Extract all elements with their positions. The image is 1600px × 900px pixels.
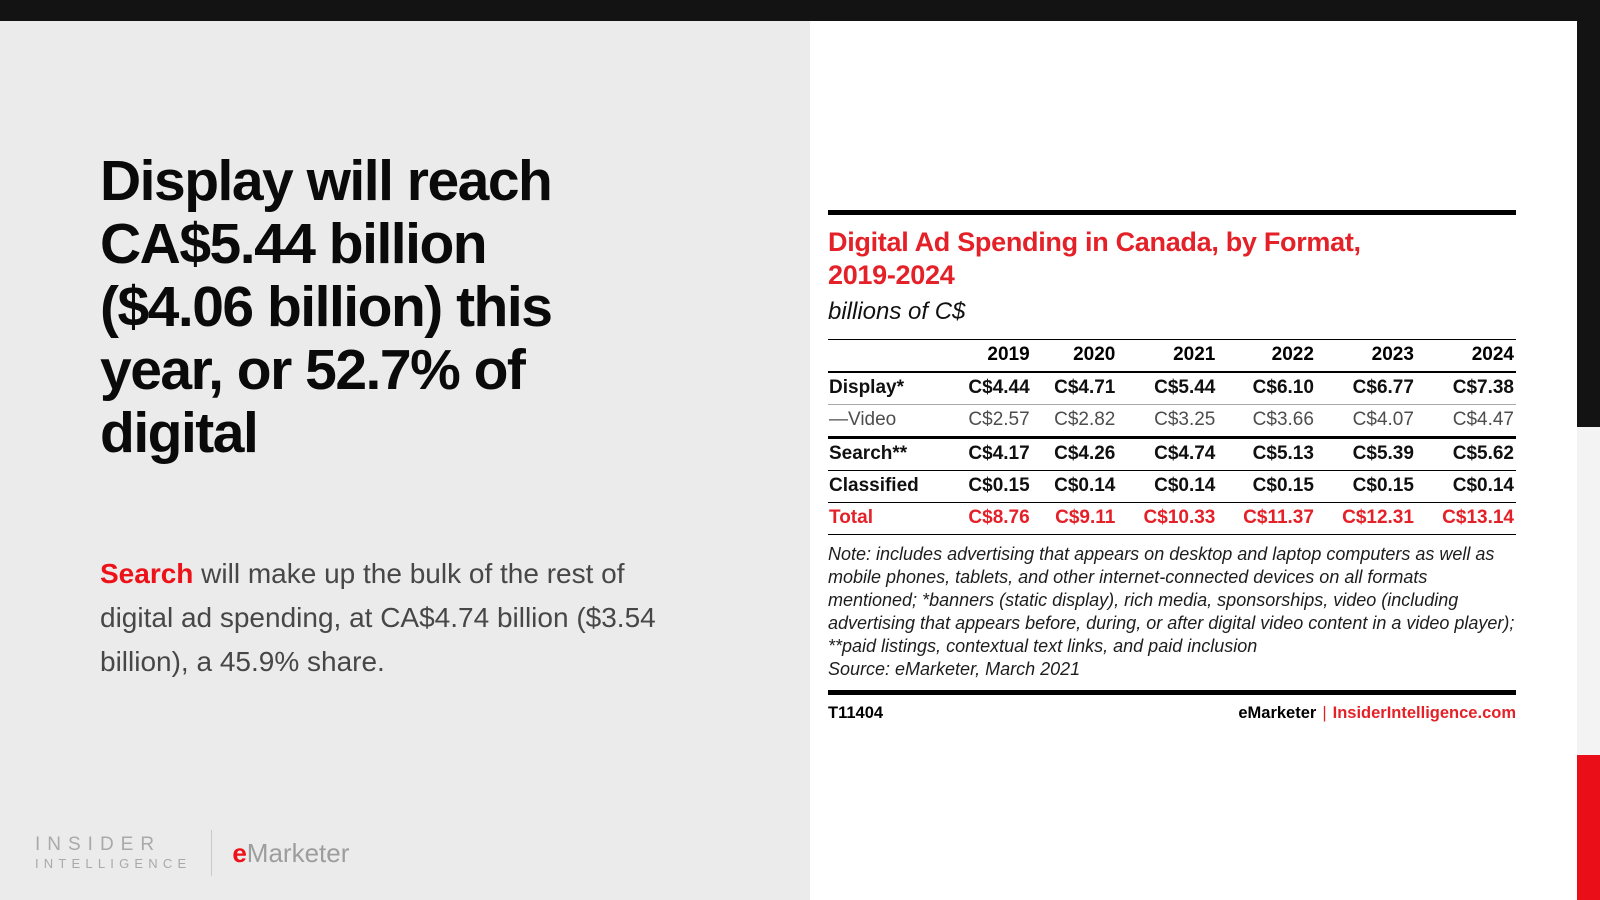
chart-note: Note: includes advertising that appears on desktop and laptop computers as well as mobile phones, tablets, and other internet-connected devices on all formats mentioned; *banners (static display), rich media, sponsorships, video (including advertising that appears before, during, or after digital video content in a video player); **paid listings, contextual text links, and paid inclusion — [828, 544, 1515, 656]
table-cell: C$4.07 — [1316, 405, 1416, 438]
table-header-year: 2021 — [1117, 340, 1217, 373]
headline-line: year, or 52.7% of — [100, 338, 525, 402]
top-bar — [0, 0, 1600, 21]
table-cell: C$0.14 — [1416, 471, 1516, 503]
table-cell: C$3.25 — [1117, 405, 1217, 438]
table-cell: C$8.76 — [946, 503, 1032, 535]
chart-source: Source: eMarketer, March 2021 — [828, 659, 1081, 679]
right-edge-red-strip — [1577, 755, 1600, 900]
emarketer-logo-e: e — [232, 838, 247, 868]
headline-line: CA$5.44 billion — [100, 212, 487, 276]
table-header-year: 2024 — [1416, 340, 1516, 373]
row-label: Display* — [829, 377, 904, 398]
body-line: digital ad spending, at CA$4.74 billion ($3.54 — [100, 602, 656, 633]
table-header-year: 2022 — [1217, 340, 1316, 373]
table-cell: C$4.47 — [1416, 405, 1516, 438]
table-cell: C$11.37 — [1217, 503, 1316, 535]
table-row — [828, 438, 1516, 471]
headline — [100, 150, 700, 465]
headline-line: ($4.06 billion) this — [100, 275, 552, 339]
table-row — [828, 405, 1516, 438]
insider-intelligence-logo — [35, 834, 191, 872]
table-header-year: 2019 — [946, 340, 1032, 373]
table-cell: C$4.17 — [946, 438, 1032, 471]
chart-footer — [828, 704, 1516, 723]
row-label: Total — [828, 503, 946, 535]
table-cell: C$0.15 — [1316, 471, 1416, 503]
table-cell: C$2.57 — [946, 405, 1032, 438]
data-table — [828, 339, 1516, 535]
table-cell: C$0.15 — [946, 471, 1032, 503]
headline-line: Display will reach — [100, 149, 552, 213]
table-cell: C$13.14 — [1416, 503, 1516, 535]
table-cell: C$4.26 — [1032, 438, 1118, 471]
body-highlight: Search — [100, 558, 194, 589]
table-header-year: 2020 — [1032, 340, 1118, 373]
table-cell: C$5.62 — [1416, 438, 1516, 471]
headline-line: digital — [100, 401, 258, 465]
chart-id: T11404 — [828, 704, 884, 722]
emarketer-logo-rest: Marketer — [246, 838, 350, 868]
table-cell: C$4.74 — [1117, 438, 1217, 471]
table-cell: C$6.77 — [1352, 377, 1414, 398]
table-cell: C$4.71 — [1054, 377, 1116, 398]
emarketer-logo — [232, 830, 349, 876]
body-paragraph — [100, 552, 720, 684]
footer-brand: eMarketer — [1238, 704, 1317, 722]
table-cell: C$2.82 — [1032, 405, 1118, 438]
row-label: Search** — [828, 438, 946, 471]
right-edge-gray-strip — [1577, 427, 1600, 755]
table-header-year: 2023 — [1316, 340, 1416, 373]
table-cell: C$7.38 — [1452, 377, 1514, 398]
brand-logos — [35, 830, 349, 876]
table-cell: C$9.11 — [1032, 503, 1118, 535]
table-cell: C$5.13 — [1217, 438, 1316, 471]
right-edge-black-strip — [1577, 0, 1600, 427]
table-cell: C$5.44 — [1154, 377, 1216, 398]
body-text: will make up the bulk of the rest of — [193, 558, 625, 589]
table-row — [828, 471, 1516, 503]
chart-title — [828, 226, 1516, 292]
table-cell: C$4.44 — [968, 377, 1030, 398]
body-line — [100, 552, 720, 596]
logo-divider — [211, 830, 212, 876]
table-cell: C$3.66 — [1217, 405, 1316, 438]
table-row-total — [828, 503, 1516, 535]
table-row — [828, 372, 1516, 405]
row-label: Classified — [828, 471, 946, 503]
footer-rule — [828, 690, 1516, 695]
table-cell: C$0.14 — [1032, 471, 1118, 503]
body-line: billion), a 45.9% share. — [100, 646, 385, 677]
intelligence-logo-text: INTELLIGENCE — [35, 856, 192, 871]
table-cell: C$6.10 — [1252, 377, 1314, 398]
table-cell: C$5.39 — [1316, 438, 1416, 471]
chart-subtitle: billions of C$ — [828, 298, 966, 325]
table-cell: C$10.33 — [1117, 503, 1217, 535]
row-label: —Video — [828, 405, 946, 438]
insider-logo-text: INSIDER — [35, 834, 162, 855]
report-card — [828, 210, 1516, 723]
chart-title-line1: Digital Ad Spending in Canada, by Format, — [828, 227, 1361, 257]
chart-title-line2: 2019-2024 — [828, 260, 955, 290]
table-header-empty — [828, 340, 946, 373]
table-cell: C$0.14 — [1117, 471, 1217, 503]
table-cell: C$0.15 — [1217, 471, 1316, 503]
table-header-row — [828, 340, 1516, 373]
footer-site-link[interactable]: InsiderIntelligence.com — [1332, 704, 1516, 722]
table-cell: C$12.31 — [1316, 503, 1416, 535]
footer-separator: | — [1322, 704, 1327, 722]
footer-branding — [1238, 704, 1516, 723]
